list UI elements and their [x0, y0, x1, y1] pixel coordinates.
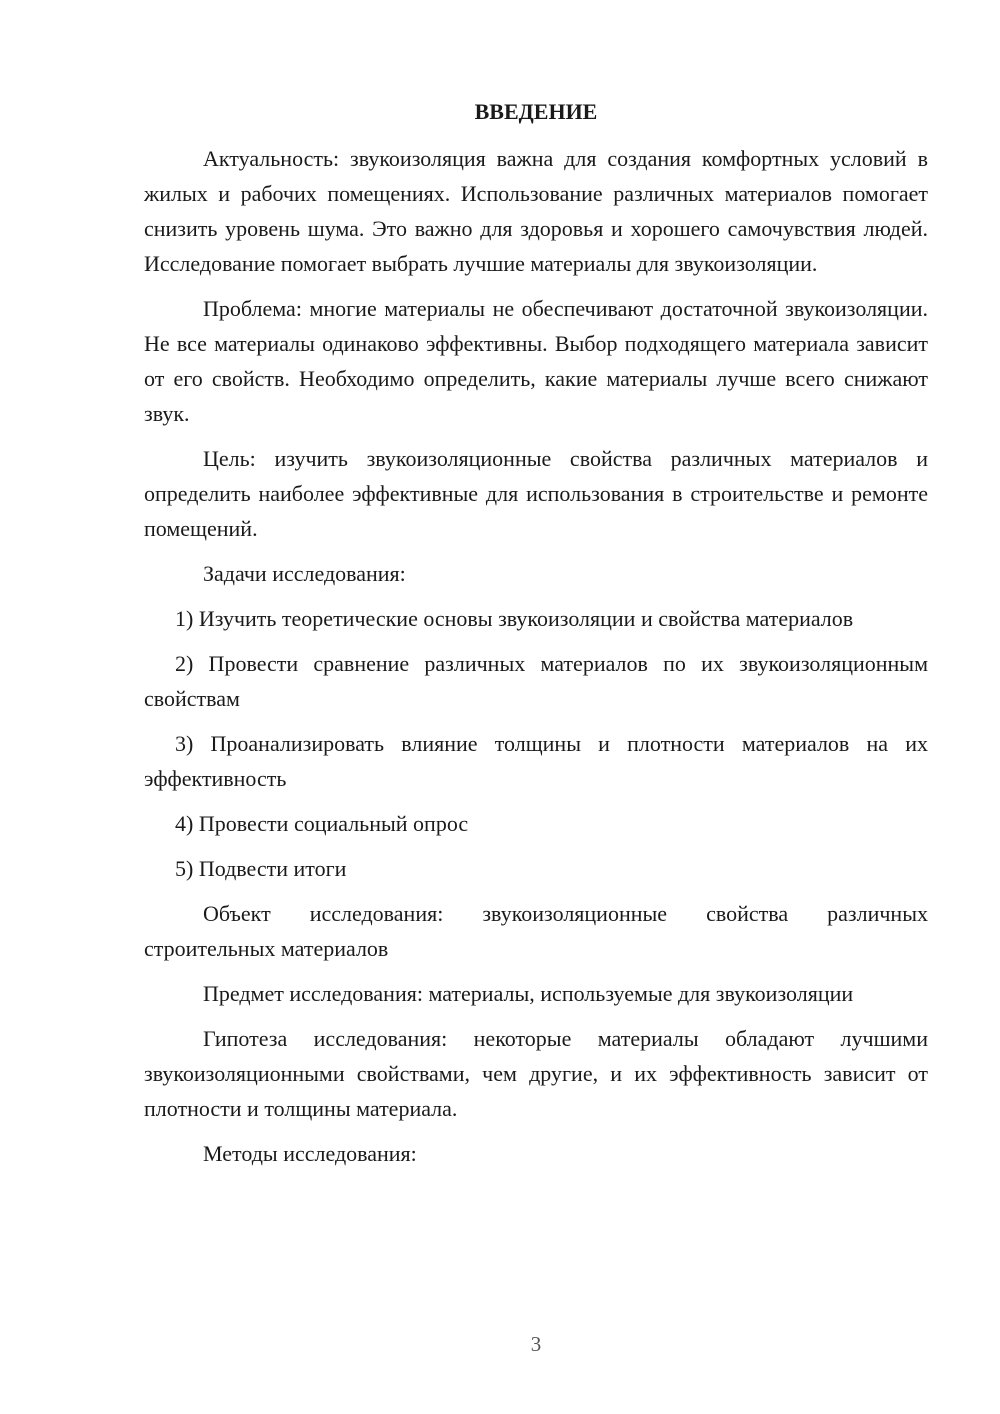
- task-item-2: 2) Провести сравнение различных материалов по их звукоизоляционным свойствам: [144, 651, 928, 711]
- task-item-3: 3) Проанализировать влияние толщины и плотности материалов на их эффективность: [144, 731, 928, 791]
- hypothesis-paragraph: Гипотеза исследования: некоторые материалы обладают лучшими звукоизоляционными свойствами, чем другие, и их эффективность зависит от плотности и толщины материала.: [144, 1026, 928, 1121]
- object-paragraph: Объект исследования: звукоизоляционные свойства различных строительных материалов: [144, 901, 928, 961]
- goal-paragraph: Цель: изучить звукоизоляционные свойства различных материалов и определить наиболее эффективные для использования в строительстве и ремонте помещений.: [144, 446, 928, 541]
- subject-paragraph: Предмет исследования: материалы, используемые для звукоизоляции: [203, 981, 854, 1006]
- tasks-title: Задачи исследования:: [203, 561, 406, 586]
- page-content: [144, 94, 928, 1181]
- task-item-5: 5) Подвести итоги: [175, 856, 347, 881]
- task-item-4: 4) Провести социальный опрос: [175, 811, 469, 836]
- section-heading: ВВЕДЕНИЕ: [474, 99, 598, 124]
- relevance-paragraph: Актуальность: звукоизоляция важна для создания комфортных условий в жилых и рабочих помещениях. Использование различных материалов помогает снизить уровень шума. Это важно для здоровья и хорошего самочувствия людей. Исследование помогает выбрать лучшие материалы для звукоизоляции.: [144, 146, 928, 276]
- problem-paragraph: Проблема: многие материалы не обеспечивают достаточной звукоизоляции. Не все материалы одинаково эффективны. Выбор подходящего материала зависит от его свойств. Необходимо определить, какие материалы лучше всего снижают звук.: [144, 296, 928, 426]
- methods-title: Методы исследования:: [203, 1141, 417, 1166]
- page-number-footer: [0, 1332, 1000, 1357]
- page-number: 3: [530, 1332, 542, 1356]
- task-item-1: 1) Изучить теоретические основы звукоизоляции и свойства материалов: [175, 606, 854, 631]
